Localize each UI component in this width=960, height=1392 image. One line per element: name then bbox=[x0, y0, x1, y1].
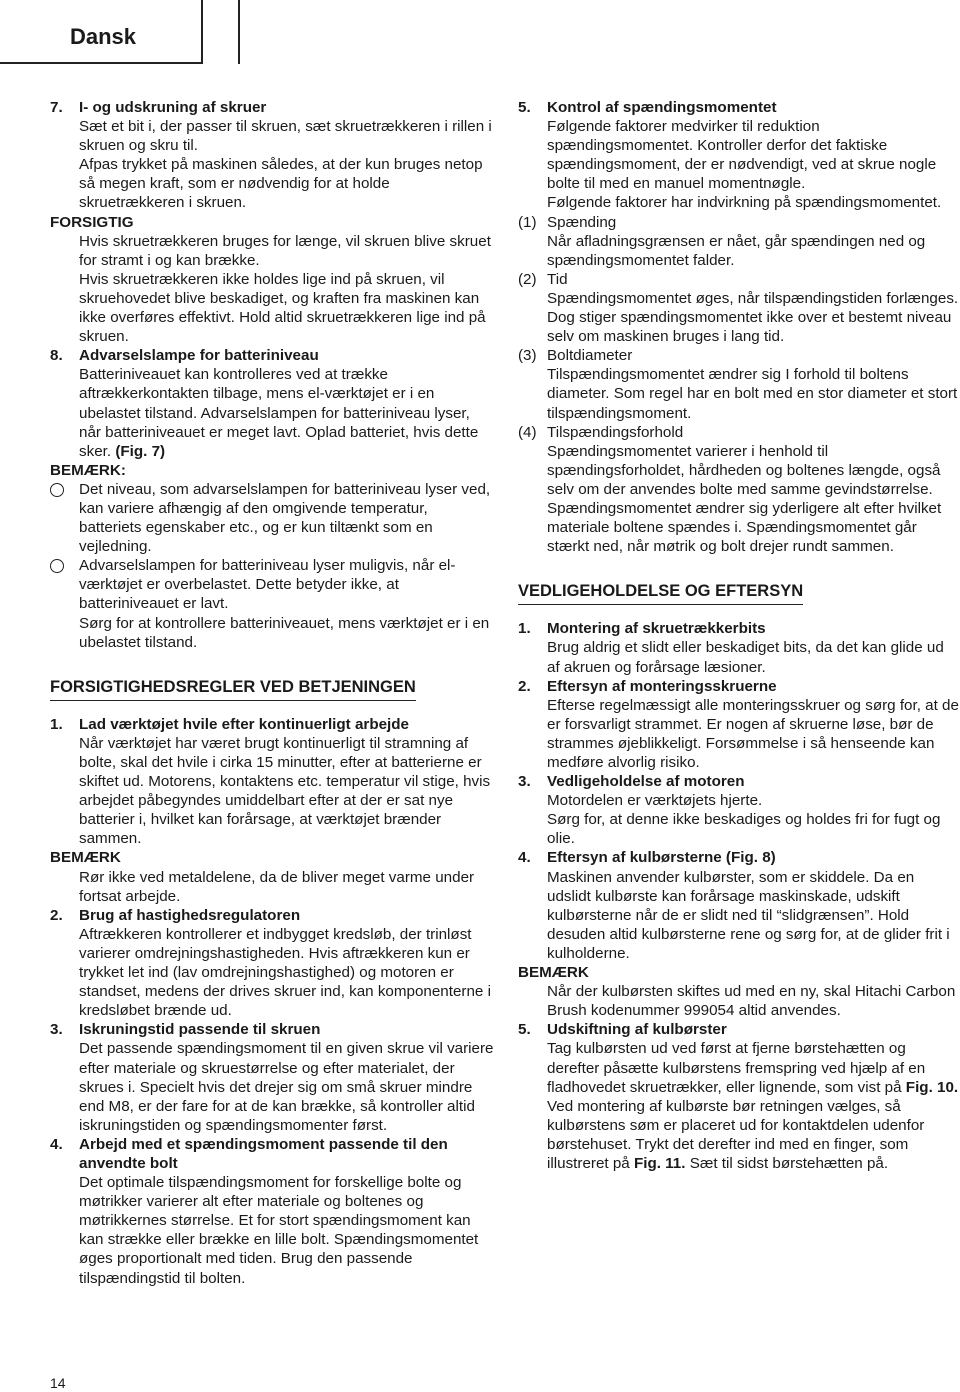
maint-3-text-2: Sørg for, at denne ikke beskadiges og holdes fri for fugt og olie. bbox=[547, 811, 941, 848]
maint-3-number: 3. bbox=[518, 773, 531, 791]
step-8-body: Batteriniveauet kan kontrolleres ved at trække aftrækkerkontakten tilbage, mens el-værktøjet er i en ubelastet tilstand. Advarselslampen for batteriniveau lyser, når batteriniveauet er meget lavt. Oplad batteriet, hvis dette sker. bbox=[79, 366, 479, 460]
factor-4-text-1: Spændingsmomentet varierer i henhold til spændingsforholdet, hårdheden og boltenes længde, også selv om der anvendes bolte med samme gevindstørrelse. bbox=[547, 442, 941, 498]
factor-3-title: Boltdiameter bbox=[547, 347, 633, 365]
language-tab bbox=[0, 0, 203, 64]
rule-5-title: Kontrol af spændingsmomentet bbox=[547, 99, 777, 116]
language-tab-label: Dansk bbox=[70, 24, 137, 49]
circle-bullet-icon bbox=[50, 559, 64, 573]
note-bullet-2 bbox=[50, 556, 494, 613]
rule-1-text: Når værktøjet har været brugt kontinuerligt til stramning af bolte, skal det hvile i cirka 15 minutter, efter at batterierne er skiftet ud. Motorens, kontaktens etc. temperatur vil stige, hvis arbejdet påbegyndes umiddelbart efter at der er sat nye batterier i, hvilket kan forårsage, at værktøjet brænder sammen. bbox=[79, 734, 491, 848]
fig-11-ref: Fig. 11. bbox=[633, 1154, 686, 1172]
maint-4-number: 4. bbox=[518, 849, 531, 867]
maint-1-title: Montering af skruetrækkerbits bbox=[547, 620, 766, 638]
factor-3-text: Tilspændingsmomentet ændrer sig I forhold til boltens diameter. Som regel har en bolt med en stor diameter et stort tilspændingsmoment. bbox=[547, 366, 958, 422]
maint-3 bbox=[518, 772, 960, 848]
rule-1-note-text: Rør ikke ved metaldelene, da de bliver meget varme under fortsat arbejde. bbox=[79, 868, 475, 905]
factor-3-number: (3) bbox=[518, 347, 537, 365]
maint-3-title: Vedligeholdelse af motoren bbox=[547, 773, 745, 791]
caution-text-2: Hvis skruetrækkeren ikke holdes lige ind på skruen, vil skruehovedet blive beskadiget, og kraften fra maskinen kan ikke overføres effektivt. Hold altid skruetrækkeren lige ind på skruen. bbox=[79, 270, 486, 346]
circle-bullet-icon bbox=[50, 483, 64, 497]
rule-5-number: 5. bbox=[518, 99, 531, 116]
step-7-text-1: Sæt et bit i, der passer til skruen, sæt skruetrækkeren i rillen i skruen og skru til. bbox=[79, 118, 492, 155]
rule-2-number: 2. bbox=[50, 906, 63, 924]
step-8-text bbox=[79, 365, 494, 460]
maint-1-text: Brug aldrig et slidt eller beskadiget bits, da det kan glide ud af akruen og forårsage læsioner. bbox=[547, 639, 944, 676]
rule-3-number: 3. bbox=[50, 1021, 63, 1039]
fig-7-ref: (Fig. 7) bbox=[115, 442, 166, 460]
rule-2 bbox=[50, 906, 494, 1021]
header-rule bbox=[238, 0, 240, 64]
maint-5-text-2 bbox=[547, 1097, 960, 1173]
step-8-number: 8. bbox=[50, 347, 63, 365]
rule-3-text: Det passende spændingsmoment til en given skrue vil variere efter materiale og skruestørrelse og efter materialet, der skrues i. Specielt hvis det drejer sig om små skruer mindre end M8, er der fare for at de kan brække, så kontroller altid iskruningstiden og spændingsmomenter først. bbox=[79, 1040, 494, 1134]
maint-2-number: 2. bbox=[518, 677, 531, 695]
step-8-title: Advarselslampe for batteriniveau bbox=[79, 347, 319, 365]
factor-4-number: (4) bbox=[518, 423, 537, 441]
step-7-text-2: Afpas trykket på maskinen således, at der kun bruges netop så megen kraft, som er nødvendig for at holde skruetrækkeren i skruen. bbox=[79, 156, 483, 212]
maint-5-body-1: Tag kulbørsten ud ved først at fjerne børstehætten og derefter påsætte kulbørstens fremspring ved hjælp af en fladhovedet skruetrækker, eller lignende, som vist på bbox=[547, 1040, 926, 1096]
step-7-title: I- og udskruning af skruer bbox=[79, 99, 267, 116]
maint-5-body-2: Ved montering af kulbørste bør retningen vælges, så kulbørstens søm er placeret ud for kontaktdelen udenfor børstehuset. Trykt det derefter ind med en finger, som illustreret på bbox=[547, 1097, 925, 1172]
note-bullet-1 bbox=[50, 480, 494, 556]
factor-1-number: (1) bbox=[518, 213, 537, 231]
maint-2 bbox=[518, 677, 960, 772]
rule-2-text: Aftrækkeren kontrollerer et indbygget kredsløb, der trinløst varierer omdrejningshastigheden. Hvis aftrækkeren kun er trykket let ind (lav omdrejningshastighed) og motoren er standset, medens der drives skruer ind, kan komponenterne i kredsløbet brænde ud. bbox=[79, 925, 491, 1020]
maint-1 bbox=[518, 619, 960, 676]
rule-5 bbox=[518, 98, 960, 213]
factor-2-text: Spændingsmomentet øges, når tilspændingstiden forlænges. Dog stiger spændingsmomentet ikke over et bestemt niveau selv om maskinen bruges i lang tid. bbox=[547, 289, 959, 346]
note-text-3: Sørg for at kontrollere batteriniveauet, mens værktøjet er i en ubelastet tilstand. bbox=[79, 614, 490, 651]
factor-1 bbox=[518, 213, 960, 270]
maint-4-title: Eftersyn af kulbørsterne (Fig. 8) bbox=[547, 849, 776, 867]
factor-2-number: (2) bbox=[518, 270, 537, 288]
note-text-2: Advarselslampen for batteriniveau lyser muligvis, når el-værktøjet er overbelastet. Dette betyder ikke, at batteriniveauet er lavt. bbox=[79, 557, 456, 613]
right-column bbox=[518, 98, 960, 1173]
factor-2 bbox=[518, 270, 960, 346]
maint-4-note-label: BEMÆRK bbox=[518, 964, 589, 982]
maint-5-body-3: Sæt til sidst børstehætten på. bbox=[689, 1154, 889, 1172]
page-number: 14 bbox=[50, 1375, 66, 1391]
factor-4-title: Tilspændingsforhold bbox=[547, 423, 684, 441]
maint-4-text: Maskinen anvender kulbørster, som er skiddele. Da en udslidt kulbørste kan forårsage maskinskade, udskift kulbørsterne når de er slidt ned til “slidgrænsen”. Hold desuden altid kulbørsterne rene og sørg for, at de glider frit i kulholderne. bbox=[547, 868, 950, 962]
rule-1-title: Lad værktøjet hvile efter kontinuerligt arbejde bbox=[79, 715, 409, 733]
maint-5 bbox=[518, 1020, 960, 1173]
step-7 bbox=[50, 98, 494, 213]
factor-2-title: Tid bbox=[547, 270, 568, 288]
maint-4-note-text: Når der kulbørsten skiftes ud med en ny, skal Hitachi Carbon Brush kodenummer 999054 altid anvendes. bbox=[547, 983, 956, 1020]
rule-4-text: Det optimale tilspændingsmoment for forskellige bolte og møtrikker varierer alt efter materiale og boltenes og møtrikkernes størrelse. Et for stort spændingsmoment kan kan strække eller brække en lille bolt. Spændingsmomentet øges proportionalt med tiden. Brug den passende tilspændingstid til bolten. bbox=[79, 1174, 479, 1287]
rule-5-text-2: Følgende faktorer har indvirkning på spændingsmomentet. bbox=[547, 194, 942, 212]
factor-3 bbox=[518, 346, 960, 422]
rule-1-note-label: BEMÆRK bbox=[50, 849, 121, 867]
section-title-maintenance: VEDLIGEHOLDELSE OG EFTERSYN bbox=[518, 582, 803, 605]
step-8 bbox=[50, 346, 494, 461]
fig-10-ref: Fig. 10. bbox=[905, 1078, 959, 1096]
rule-4 bbox=[50, 1135, 494, 1288]
step-7-number: 7. bbox=[50, 99, 63, 116]
maint-1-number: 1. bbox=[518, 620, 531, 638]
rule-5-text-1: Følgende faktorer medvirker til reduktion spændingsmomentet. Kontroller derfor det faktiske spændingsmoment, der er nødvendigt, ved at skrue nogle bolte til med en manuel momentnøgle. bbox=[547, 118, 937, 193]
caution-text-1: Hvis skruetrækkeren bruges for længe, vil skruen blive skruet for stramt i og kan brække. bbox=[79, 232, 491, 269]
rule-3-title: Iskruningstid passende til skruen bbox=[79, 1021, 321, 1039]
rule-4-number: 4. bbox=[50, 1135, 63, 1153]
maint-3-text-1: Motordelen er værktøjets hjerte. bbox=[547, 792, 763, 810]
left-column bbox=[50, 98, 494, 1288]
maint-5-text-1 bbox=[547, 1039, 960, 1096]
factor-1-text: Når afladningsgrænsen er nået, går spændingen ned og spændingsmomentet falder. bbox=[547, 232, 926, 269]
factor-4-text-2: Spændingsmomentet ændrer sig yderligere alt efter hvilket materiale boltene spændes i. Spændingsmomentet går stærkt ned, når møtrik og bolt drejer rundt sammen. bbox=[547, 499, 942, 556]
note-text-1: Det niveau, som advarselslampen for batteriniveau lyser ved, kan variere afhængig af den omgivende temperatur, batteriets egenskaber etc., og er kun tiltænkt som en vejledning. bbox=[79, 480, 491, 556]
maint-4 bbox=[518, 848, 960, 963]
rule-1 bbox=[50, 715, 494, 849]
section-title-operation: FORSIGTIGHEDSREGLER VED BETJENINGEN bbox=[50, 678, 416, 701]
rule-1-number: 1. bbox=[50, 715, 63, 733]
maint-5-number: 5. bbox=[518, 1021, 531, 1039]
maint-2-text: Efterse regelmæssigt alle monteringsskruer og sørg for, at de er forsvarligt strammet. Er nogen af skruerne løse, bør de strammes øjeblikkeligt. Forsømmelse i så henseende kan medføre alvorlig risiko. bbox=[547, 696, 959, 771]
rule-4-title: Arbejd med et spændingsmoment passende til den anvendte bolt bbox=[79, 1135, 448, 1172]
note-label: BEMÆRK: bbox=[50, 461, 126, 479]
factor-1-title: Spænding bbox=[547, 213, 617, 231]
maint-2-title: Eftersyn af monteringsskruerne bbox=[547, 677, 777, 695]
rule-3 bbox=[50, 1020, 494, 1135]
rule-2-title: Brug af hastighedsregulatoren bbox=[79, 906, 301, 924]
maint-5-title: Udskiftning af kulbørster bbox=[547, 1021, 727, 1039]
factor-4 bbox=[518, 423, 960, 557]
caution-label: FORSIGTIG bbox=[50, 213, 134, 231]
